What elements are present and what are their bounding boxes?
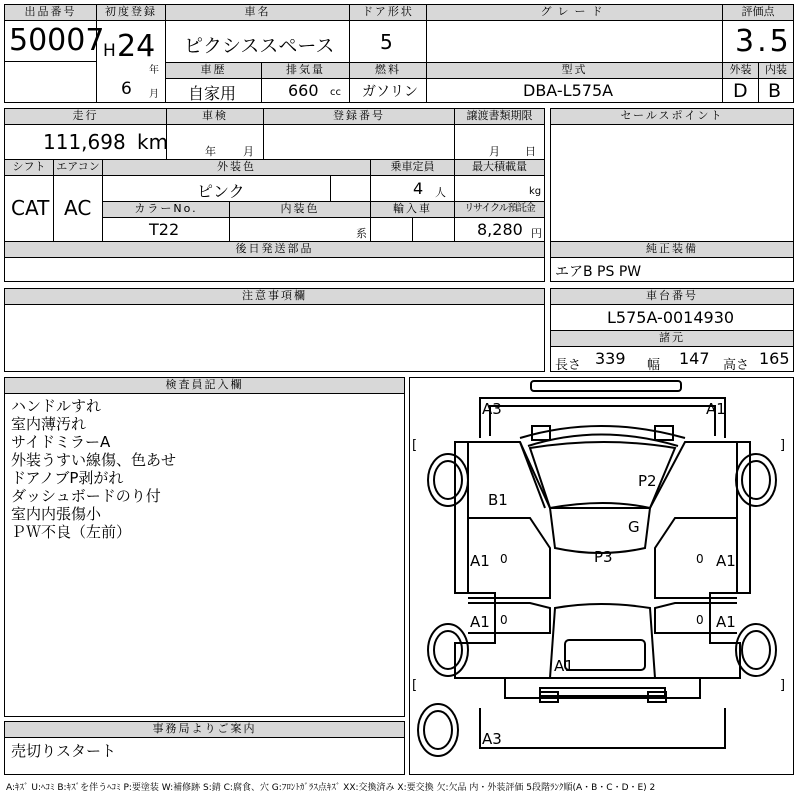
car-name-label: 車名: [165, 4, 350, 21]
score: 3.5: [735, 24, 792, 59]
intcolor-cell: [229, 217, 371, 242]
history: 自家用: [188, 84, 237, 103]
grade-label: グレード: [426, 4, 723, 21]
zero-left-front: 0: [500, 552, 508, 566]
seats-unit: 人: [435, 186, 446, 199]
caution-label: 注意事項欄: [4, 288, 545, 305]
office-cell: [4, 737, 405, 775]
int-grade: B: [768, 80, 782, 102]
displacement-label: 排気量: [261, 62, 350, 79]
grade-cell: [426, 20, 723, 63]
color-label: 外装色: [102, 159, 371, 176]
later-parts-label: 後日発送部品: [4, 241, 545, 258]
mileage-unit: km: [137, 130, 169, 154]
seats-cell: [370, 175, 455, 202]
damage-mark-a1-rear: A1: [554, 657, 574, 675]
car-outline-drawing: [410, 378, 794, 775]
int-cell: [758, 78, 794, 103]
fuel-label: 燃料: [349, 62, 427, 79]
legend: A:ｷｽﾞ U:ﾍｺﾐ B:ｷｽﾞを伴うﾍｺﾐ P:要塗装 W:補修跡 S:錆 C:腐食、穴 G:ﾌﾛﾝﾄｶﾞﾗｽ点ｷｽﾞ XX:交換済み X:要交換 欠:欠品 内・外装評価 5段階ﾗﾝｸ順(A・B・C・D・E) 2: [6, 783, 656, 793]
transfer-cell: [454, 124, 545, 160]
inspector-note-line: 外装うすい線傷、色あせ: [11, 451, 177, 469]
damage-mark-a3-bottom: A3: [482, 730, 502, 748]
load-label: 最大積載量: [454, 159, 545, 176]
reg-cell: [96, 20, 166, 103]
fuel: ガソリン: [362, 84, 418, 100]
transfer-month-unit: 月: [489, 145, 500, 158]
chassis-number: L575A-0014930: [607, 308, 735, 327]
ext-label: 外装: [722, 62, 759, 79]
bracket-right-bottom: ]: [780, 678, 786, 693]
width: 147: [679, 349, 710, 368]
lot-number: 50007: [9, 23, 105, 58]
bracket-left-top: [: [412, 438, 418, 453]
caution-cell: [4, 304, 545, 372]
displacement-cell: [261, 78, 350, 103]
sales-point-cell: [550, 124, 794, 242]
damage-mark-b1: B1: [488, 491, 508, 509]
height: 165: [759, 349, 790, 368]
color-cell: [102, 175, 331, 202]
recycle-unit: 円: [531, 227, 542, 240]
car-name: ピクシススペース: [184, 35, 335, 57]
chassis-label: 車台番号: [550, 288, 794, 305]
color-extra-cell: [330, 175, 371, 202]
intcolor-unit: 系: [356, 227, 367, 240]
recycle-label: リサイクル預託金: [454, 201, 545, 218]
door-label: ドア形状: [349, 4, 427, 21]
width-label: 幅: [647, 358, 661, 373]
zero-right-front: 0: [696, 552, 704, 566]
length: 339: [595, 349, 626, 368]
later-parts-cell: [4, 257, 545, 282]
reg-month: 6: [121, 79, 132, 99]
equipment-cell: [550, 257, 794, 282]
colorno-cell: [102, 217, 230, 242]
dimensions-label: 諸元: [550, 330, 794, 347]
lot-number-cell: [4, 20, 105, 62]
colorno: T22: [149, 220, 180, 239]
shift-label: シフト: [4, 159, 54, 176]
damage-mark-g: G: [628, 518, 640, 536]
sales-point-label: セールスポイント: [550, 108, 794, 125]
inspector-note-line: ハンドルすれ: [11, 397, 102, 415]
shift-cell: [4, 175, 54, 242]
inspector-note-line: ＰＷ不良（左前）: [11, 523, 132, 541]
ac-cell: [53, 175, 103, 242]
lot-blank-cell: [4, 61, 97, 103]
model-label: 型式: [426, 62, 723, 79]
seats: 4: [413, 179, 424, 198]
equipment-label: 純正装備: [550, 241, 794, 258]
reg-year: 24: [117, 29, 156, 64]
model: DBA-L575A: [523, 81, 614, 100]
lot-number-label: 出品番号: [4, 4, 97, 21]
history-cell: [165, 78, 262, 103]
import-label: 輸入車: [370, 201, 455, 218]
inspection-month-unit: 月: [243, 145, 254, 158]
load-cell: [454, 175, 545, 202]
displacement: 660: [288, 81, 319, 100]
fuel-cell: [349, 78, 427, 103]
month-unit: 月: [149, 89, 159, 100]
seats-label: 乗車定員: [370, 159, 455, 176]
length-label: 長さ: [555, 358, 582, 373]
damage-mark-a1-left-rear: A1: [470, 613, 490, 631]
displacement-unit: cc: [330, 87, 341, 98]
score-cell: [722, 20, 794, 63]
colorno-label: カラーNo.: [102, 201, 230, 218]
zero-right-rear: 0: [696, 613, 704, 627]
transfer-label: 譲渡書類期限: [454, 108, 545, 125]
zero-left-rear: 0: [500, 613, 508, 627]
inspector-note-line: 室内薄汚れ: [11, 415, 87, 433]
car-name-cell: [165, 20, 350, 63]
bracket-left-bottom: [: [412, 678, 418, 693]
regno-cell: [263, 124, 455, 160]
inspector-note-line: ダッシュボードのり付: [11, 487, 161, 505]
height-label: 高さ: [723, 358, 750, 373]
office-label: 事務局よりご案内: [4, 721, 405, 738]
inspector-notes: [4, 393, 405, 717]
damage-mark-a3-top: A3: [482, 400, 502, 418]
doors: 5: [380, 30, 393, 54]
inspection-cell: [166, 124, 264, 160]
mileage-label: 走行: [4, 108, 167, 125]
mileage-cell: [4, 124, 167, 160]
intcolor-label: 内装色: [229, 201, 371, 218]
recycle: 8,280: [477, 220, 523, 239]
inspector-label: 検査員記入欄: [4, 377, 405, 394]
dimensions-cell: [550, 346, 794, 372]
damage-mark-p2: P2: [638, 472, 657, 490]
load-unit: kg: [529, 186, 542, 197]
damage-mark-a1-right-front: A1: [716, 552, 736, 570]
inspector-note-line: 室内内張傷小: [11, 505, 102, 523]
door-cell: [349, 20, 427, 63]
damage-mark-a1-left-front: A1: [470, 552, 490, 570]
model-cell: [426, 78, 723, 103]
shift: CAT: [11, 196, 50, 220]
color: ピンク: [197, 182, 245, 201]
inspector-note-line: ドアノブP剥がれ: [11, 469, 124, 487]
equipment: エアB PS PW: [555, 264, 642, 280]
inspector-note-line: サイドミラーA: [11, 433, 111, 451]
office-text: 売切りスタート: [11, 742, 117, 760]
ac-label: エアコン: [53, 159, 103, 176]
damage-mark-a1-right-rear: A1: [716, 613, 736, 631]
import-cell-b: [412, 217, 455, 242]
bracket-right-top: ]: [780, 438, 786, 453]
import-cell-a: [370, 217, 413, 242]
car-diagram: [409, 377, 794, 775]
inspection-year-unit: 年: [205, 145, 216, 158]
year-unit: 年: [149, 65, 159, 76]
regno-label: 登録番号: [263, 108, 455, 125]
score-label: 評価点: [722, 4, 794, 21]
chassis-cell: [550, 304, 794, 331]
damage-mark-p3: P3: [594, 548, 613, 566]
recycle-cell: [454, 217, 545, 242]
ac: AC: [64, 196, 92, 220]
ext-cell: [722, 78, 759, 103]
inspection-label: 車検: [166, 108, 264, 125]
ext-grade: D: [733, 80, 748, 102]
era: H: [103, 41, 116, 61]
reg-label: 初度登録: [96, 4, 166, 21]
history-label: 車歴: [165, 62, 262, 79]
transfer-day-unit: 日: [525, 145, 536, 158]
mileage: 111,698: [43, 130, 126, 154]
int-label: 内装: [758, 62, 794, 79]
damage-mark-a1-top: A1: [706, 400, 726, 418]
